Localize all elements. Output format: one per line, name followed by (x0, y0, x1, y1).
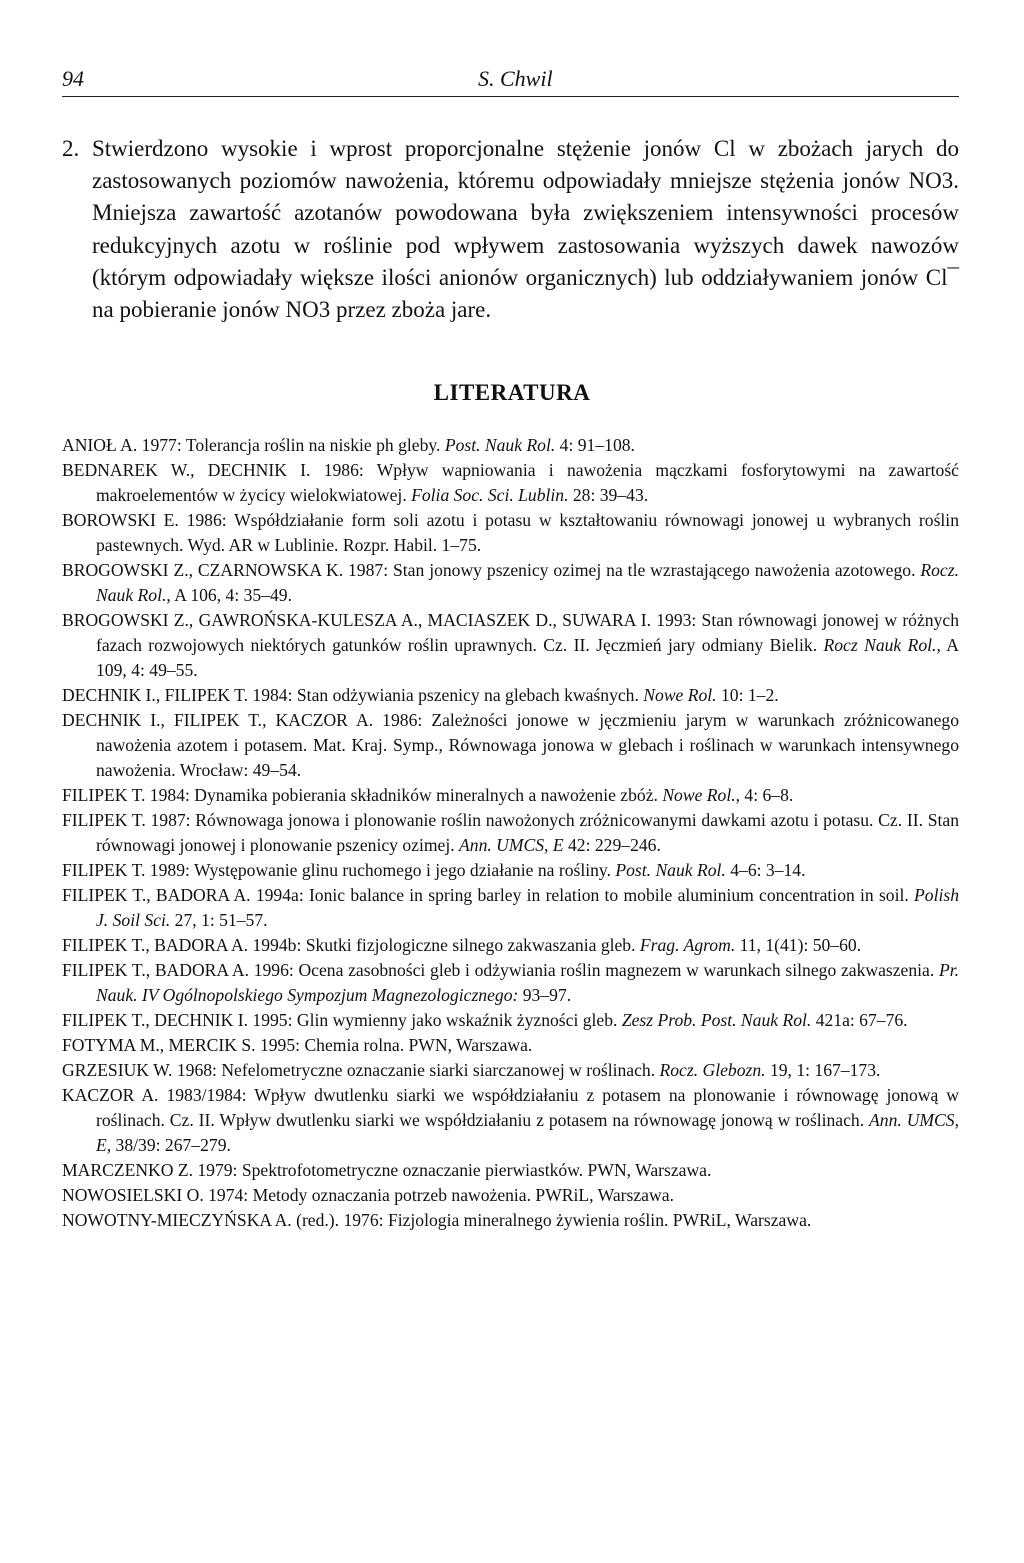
reference-text: DECHNIK I., FILIPEK T., KACZOR A. 1986: Zależności jonowe w jęczmieniu jarym w warunkach zróżnicowanego nawożenia azotem i potasem. Mat. Kraj. Symp., Równowaga jonowa w glebach i roślinach w warunkach intensywnego nawożenia. Wrocław: 49–54. (62, 710, 959, 780)
reference-text: NOWOSIELSKI O. 1974: Metody oznaczania potrzeb nawożenia. PWRiL, Warszawa. (62, 1185, 674, 1205)
reference-entry (62, 883, 959, 933)
reference-text: 4: 91–108. (555, 435, 635, 455)
reference-list (62, 433, 959, 1233)
reference-entry (62, 1158, 959, 1183)
reference-text: MARCZENKO Z. 1979: Spektrofotometryczne oznaczanie pierwiastków. PWN, Warszawa. (62, 1160, 712, 1180)
reference-text: 28: 39–43. (568, 485, 649, 505)
reference-text: BOROWSKI E. 1986: Współdziałanie form soli azotu i potasu w kształtowaniu równowagi jonowej u wybranych roślin pastewnych. Wyd. AR w Lublinie. Rozpr. Habil. 1–75. (62, 510, 959, 555)
reference-source: Rocz Nauk Rol. (823, 635, 937, 655)
reference-entry (62, 1058, 959, 1083)
reference-text: 38/39: 267–279. (111, 1135, 231, 1155)
reference-text: FILIPEK T., BADORA A. 1994b: Skutki fizjologiczne silnego zakwaszania gleb. (62, 935, 640, 955)
reference-text: 27, 1: 51–57. (170, 910, 268, 930)
reference-text: , 4: 6–8. (735, 785, 794, 805)
reference-source: Folia Soc. Sci. Lublin. (411, 485, 569, 505)
running-head (62, 66, 959, 97)
reference-source: Pr. Nauk. IV Ogólnopolskiego Sympozjum Magnezologicznego: (96, 960, 959, 1005)
reference-entry (62, 458, 959, 508)
reference-entry (62, 858, 959, 883)
reference-source: Zesz Prob. Post. Nauk Rol. (621, 1010, 812, 1030)
reference-entry (62, 1033, 959, 1058)
reference-text: FILIPEK T. 1987: Równowaga jonowa i plonowanie roślin nawożonych zróżnicowanymi dawkami azotu i potasu. Cz. II. Stan równowagi jonowej i plonowanie pszenicy ozimej. (62, 810, 959, 855)
reference-source: Post. Nauk Rol. (615, 860, 726, 880)
reference-text: DECHNIK I., FILIPEK T. 1984: Stan odżywiania pszenicy na glebach kwaśnych. (62, 685, 644, 705)
reference-text: FILIPEK T., DECHNIK I. 1995: Glin wymienny jako wskaźnik żyzności gleb. (62, 1010, 622, 1030)
reference-source: Rocz. Glebozn. (659, 1060, 766, 1080)
reference-text: 42: 229–246. (563, 835, 661, 855)
reference-source: Ann. UMCS, E (459, 835, 564, 855)
reference-text: 10: 1–2. (716, 685, 779, 705)
reference-entry (62, 1208, 959, 1233)
reference-text: ANIOŁ A. 1977: Tolerancja roślin na niskie ph gleby. (62, 435, 445, 455)
literature-heading: LITERATURA (433, 380, 591, 405)
page-number: 94 (62, 66, 84, 91)
reference-entry (62, 1183, 959, 1208)
reference-entry (62, 683, 959, 708)
reference-text: BEDNAREK W., DECHNIK I. 1986: Wpływ wapniowania i nawożenia mączkami fosforytowymi na zawartość makroelementów w życicy wielokwiatowej. (62, 460, 959, 505)
reference-text: , A 106, 4: 35–49. (166, 585, 292, 605)
reference-text: FILIPEK T., BADORA A. 1994a: Ionic balance in spring barley in relation to mobile aluminium concentration in soil. (62, 885, 915, 905)
reference-text: 4–6: 3–14. (725, 860, 806, 880)
reference-text: BROGOWSKI Z., GAWROŃSKA-KULESZA A., MACIASZEK D., SUWARA I. 1993: Stan równowagi jonowej w różnych fazach rozwojowych niektórych gatunków roślin uprawnych. Cz. II. Jęczmień jary odmiany Bielik. (62, 610, 959, 655)
reference-entry (62, 608, 959, 683)
reference-entry (62, 958, 959, 1008)
reference-source: Frag. Agrom. (639, 935, 736, 955)
reference-text: 11, 1(41): 50–60. (735, 935, 862, 955)
reference-text: FILIPEK T. 1984: Dynamika pobierania składników mineralnych a nawożenie zbóż. (62, 785, 663, 805)
reference-source: Polish J. Soil Sci. (96, 885, 959, 930)
running-head-author: S. Chwil (478, 66, 553, 91)
reference-text: FILIPEK T., BADORA A. 1996: Ocena zasobności gleb i odżywiania roślin magnezem w warunkach silnego zakwaszenia. (62, 960, 939, 980)
reference-source: Nowe Rol. (662, 785, 736, 805)
reference-text: FOTYMA M., MERCIK S. 1995: Chemia rolna. PWN, Warszawa. (62, 1035, 533, 1055)
reference-text: FILIPEK T. 1989: Występowanie glinu ruchomego i jego działanie na rośliny. (62, 860, 616, 880)
reference-entry (62, 933, 959, 958)
reference-source: Post. Nauk Rol. (444, 435, 556, 455)
reference-source: Nowe Rol. (643, 685, 717, 705)
reference-entry (62, 808, 959, 858)
reference-text: 421a: 67–76. (811, 1010, 908, 1030)
reference-text: BROGOWSKI Z., CZARNOWSKA K. 1987: Stan jonowy pszenicy ozimej na tle wzrastającego nawożenia azotowego. (62, 560, 921, 580)
reference-entry (62, 433, 959, 458)
reference-entry (62, 1008, 959, 1033)
reference-entry (62, 558, 959, 608)
reference-text: 93–97. (518, 985, 572, 1005)
reference-entry (62, 783, 959, 808)
reference-source: Rocz. Nauk Rol. (96, 560, 959, 605)
reference-entry (62, 1083, 959, 1158)
reference-text: KACZOR A. 1983/1984: Wpływ dwutlenku siarki we współdziałaniu z potasem na plonowanie i równowagę jonową w roślinach. Cz. II. Wpływ dwutlenku siarki we współdziałaniu z potasem na równowagę jonową w roślinach. (62, 1085, 959, 1130)
conclusion-text: Stwierdzono wysokie i wprost proporcjonalne stężenie jonów Cl w zbożach jarych do zastosowanych poziomów nawożenia, któremu odpowiadały mniejsze stężenia jonów NO3. Mniejsza zawartość azotanów powodowana była zwiększeniem intensywności procesów redukcyjnych azotu w roślinie pod wpływem zastosowania wyższych dawek nawozów (którym odpowiadały większe ilości anionów organicznych) lub oddziaływaniem jonów Cl¯ na pobieranie jonów NO3 przez zboża jare. (92, 136, 959, 323)
reference-text: , A 109, 4: 49–55. (96, 635, 959, 680)
reference-entry (62, 708, 959, 783)
conclusion-item-2 (62, 133, 959, 326)
reference-entry (62, 508, 959, 558)
reference-text: 19, 1: 167–173. (765, 1060, 881, 1080)
reference-text: NOWOTNY-MIECZYŃSKA A. (red.). 1976: Fizjologia mineralnego żywienia roślin. PWRiL, Warszawa. (62, 1210, 812, 1230)
reference-source: Ann. UMCS, E, (96, 1110, 959, 1155)
conclusion-number: 2. (62, 136, 80, 161)
reference-text: GRZESIUK W. 1968: Nefelometryczne oznaczanie siarki siarczanowej w roślinach. (62, 1060, 660, 1080)
